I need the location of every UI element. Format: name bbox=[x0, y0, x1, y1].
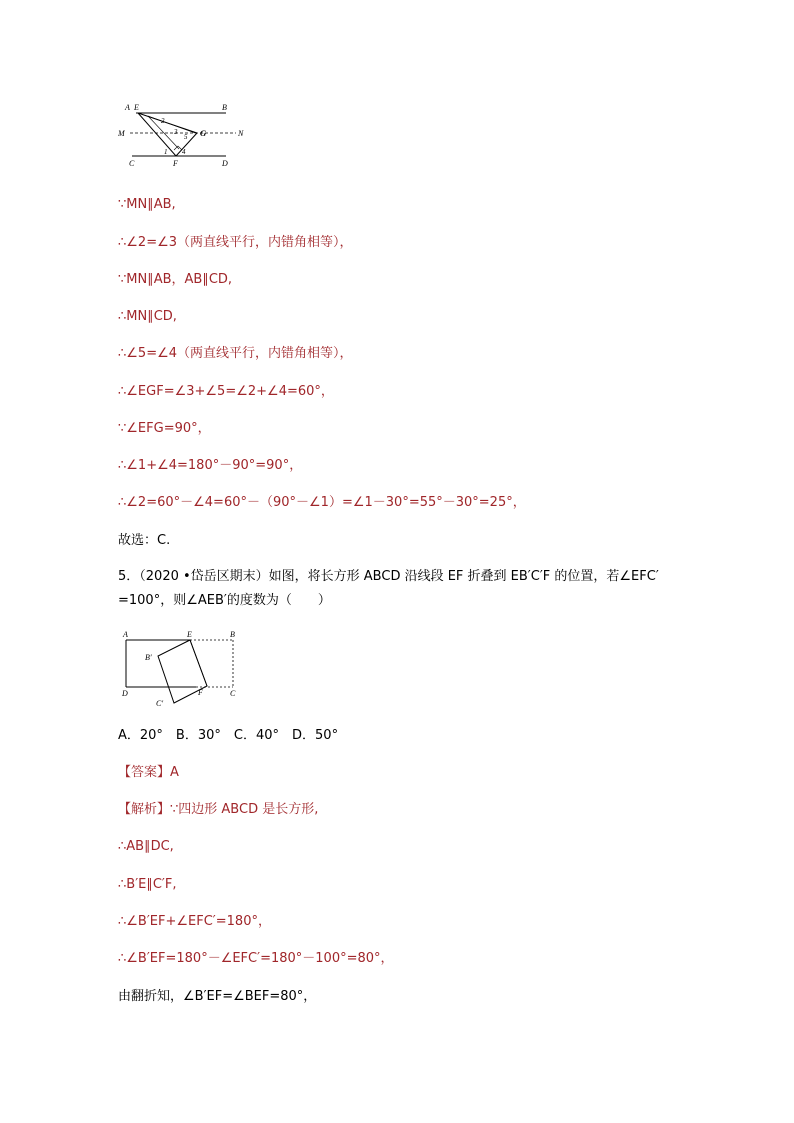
fig1-angle-5: 5 bbox=[184, 133, 188, 141]
fig1-angle-1: 1 bbox=[164, 148, 168, 156]
fig1-label-N: N bbox=[238, 129, 244, 138]
question5-line-2: =100°，则∠AEB′的度数为（ ） bbox=[118, 593, 331, 608]
proof1-line-2: ∴∠2=∠3（两直线平行，内错角相等）， bbox=[118, 235, 353, 250]
fig2-label-B: B bbox=[230, 630, 235, 639]
answer-tag: 【答案】 bbox=[118, 765, 171, 780]
proof1-line-7: ∵∠EFG=90°， bbox=[118, 421, 211, 436]
fig2-label-B-prime: B′ bbox=[145, 653, 152, 662]
analysis-tag: 【解析】 bbox=[118, 802, 171, 817]
proof2-line-1: ∴AB∥DC, bbox=[118, 839, 174, 854]
proof2-line-3: ∴∠B′EF+∠EFC′=180°， bbox=[118, 914, 271, 929]
question5-line-1: 5．（2020 •岱岳区期末）如图，将长方形 ABCD 沿线段 EF 折叠到 EB′C′F 的位置，若∠EFC′ bbox=[118, 569, 659, 584]
fig2-label-F: F bbox=[198, 688, 203, 697]
fig1-label-D: D bbox=[222, 159, 228, 168]
proof2-line-2: ∴B′E∥C′F, bbox=[118, 877, 177, 892]
answer-choice-1: 故选：C. bbox=[118, 533, 171, 548]
figure-folded-rectangle bbox=[118, 626, 248, 710]
fig2-label-E: E bbox=[187, 630, 192, 639]
fig2-label-D: D bbox=[122, 689, 128, 698]
answer-line bbox=[118, 764, 179, 782]
proof2-line-4: ∴∠B′EF=180°－∠EFC′=180°－100°=80°， bbox=[118, 951, 394, 966]
proof1-line-1: ∵MN∥AB, bbox=[118, 197, 176, 212]
proof1-line-4: ∴MN∥CD, bbox=[118, 309, 177, 324]
figure-folded-rectangle-svg bbox=[118, 626, 248, 710]
proof1-line-6: ∴∠EGF=∠3+∠5=∠2+∠4=60°， bbox=[118, 384, 334, 399]
proof1-line-9: ∴∠2=60°－∠4=60°－（90°－∠1）=∠1－30°=55°－30°=25°， bbox=[118, 495, 526, 510]
fig1-label-B: B bbox=[222, 103, 227, 112]
proof1-line-8: ∴∠1+∠4=180°－90°=90°， bbox=[118, 458, 303, 473]
fig1-angle-3: 3 bbox=[174, 128, 178, 136]
analysis-first: ∵四边形 ABCD 是长方形, bbox=[170, 802, 319, 817]
fig1-label-E: E bbox=[134, 103, 139, 112]
fold-conclusion-line: 由翻折知，∠B′EF=∠BEF=80°， bbox=[118, 989, 317, 1004]
fig1-label-M: M bbox=[118, 129, 125, 138]
fig1-label-C: C bbox=[129, 159, 135, 168]
analysis-line bbox=[118, 801, 318, 819]
fig1-label-G: G bbox=[200, 128, 207, 138]
fig1-label-A: A bbox=[125, 103, 130, 112]
fig1-angle-2: 2 bbox=[161, 117, 165, 125]
fig1-angle-4: 4 bbox=[182, 148, 186, 156]
figure-parallel-lines bbox=[118, 100, 268, 172]
fig2-label-C-prime: C′ bbox=[156, 699, 164, 708]
answer-value: A bbox=[170, 765, 179, 780]
options-line: A．20° B．30° C．40° D．50° bbox=[118, 728, 339, 743]
fig2-label-C: C bbox=[230, 689, 236, 698]
figure-parallel-lines-svg bbox=[118, 100, 268, 172]
proof1-line-5: ∴∠5=∠4（两直线平行，内错角相等）， bbox=[118, 346, 353, 361]
proof1-line-3: ∵MN∥AB，AB∥CD, bbox=[118, 272, 233, 287]
fig1-label-F: F bbox=[173, 159, 178, 168]
fig2-label-A: A bbox=[123, 630, 128, 639]
